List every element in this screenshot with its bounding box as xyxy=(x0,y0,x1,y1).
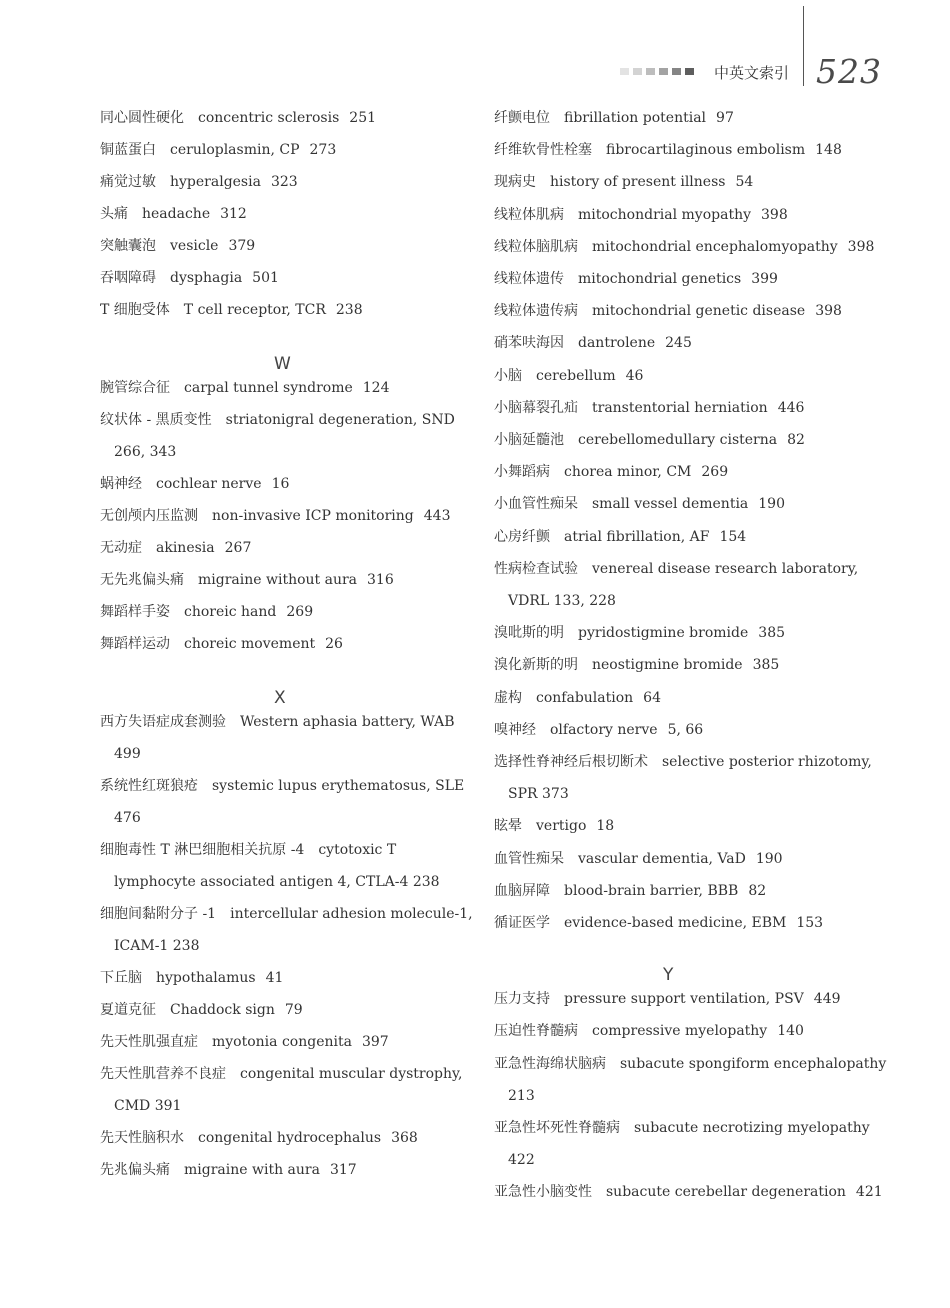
english-term: Western aphasia battery, WAB xyxy=(240,714,455,730)
english-term: congenital hydrocephalus xyxy=(198,1130,382,1146)
chinese-term: 心房纤颤 xyxy=(494,528,550,545)
chinese-term: 同心圆性硬化 xyxy=(100,110,184,126)
english-term: hyperalgesia xyxy=(170,174,261,190)
index-entry xyxy=(494,688,661,708)
english-term: blood-brain barrier, BBB xyxy=(564,882,739,899)
index-entry xyxy=(494,108,734,128)
english-term: fibrocartilaginous embolism xyxy=(606,142,806,159)
running-header xyxy=(610,52,900,94)
entry-continuation: 499 xyxy=(114,746,141,762)
english-term: confabulation xyxy=(536,689,634,706)
english-term: venereal disease research laboratory, xyxy=(592,560,859,577)
chinese-term: 小脑 xyxy=(494,367,522,384)
page-reference: 153 xyxy=(796,915,824,931)
page-reference: 398 xyxy=(815,303,842,320)
english-term: pressure support ventilation, PSV xyxy=(564,991,804,1008)
page-reference: 316 xyxy=(367,572,394,588)
index-entry xyxy=(494,989,841,1009)
english-term: T cell receptor, TCR xyxy=(183,302,326,318)
index-entry xyxy=(494,527,746,547)
chinese-term: 小脑延髓池 xyxy=(494,432,564,448)
page-reference: 124 xyxy=(362,380,390,396)
chinese-term: 现病史 xyxy=(494,174,536,191)
entry-continuation: 476 xyxy=(114,810,141,826)
english-term: hypothalamus xyxy=(156,970,256,986)
page-reference: 5, 66 xyxy=(667,721,704,738)
chinese-term: 西方失语症成套测验 xyxy=(100,714,226,730)
page-reference: 154 xyxy=(719,528,747,545)
index-entry xyxy=(494,301,842,321)
chinese-term: 亚急性坏死性脊髓病 xyxy=(494,1120,620,1136)
chinese-term: 舞蹈样手姿 xyxy=(100,604,170,620)
english-term: akinesia xyxy=(156,540,215,556)
chinese-term: 亚急性小脑变性 xyxy=(494,1184,592,1201)
chinese-term: 夏道克征 xyxy=(100,1002,156,1018)
index-entry xyxy=(100,1032,389,1052)
english-term: migraine without aura xyxy=(198,572,358,588)
chinese-term: 蜗神经 xyxy=(100,476,142,492)
index-entry xyxy=(494,172,753,192)
english-term: pyridostigmine bromide xyxy=(578,625,749,642)
english-term: history of present illness xyxy=(550,174,726,191)
page-reference: 385 xyxy=(752,657,780,674)
entry-continuation: VDRL 133, 228 xyxy=(508,593,616,609)
chinese-term: 小血管性痴呆 xyxy=(494,496,578,513)
chinese-term: 纹状体 - 黑质变性 xyxy=(100,412,212,428)
chinese-term: 线粒体脑肌病 xyxy=(494,238,578,255)
page-reference: 368 xyxy=(391,1130,418,1146)
chinese-term: 先天性肌营养不良症 xyxy=(100,1066,226,1082)
index-entry xyxy=(494,816,614,836)
chinese-term: 溴化新斯的明 xyxy=(494,657,578,674)
index-entry xyxy=(100,1128,418,1148)
chinese-term: 痛觉过敏 xyxy=(100,174,156,190)
index-entry xyxy=(494,1118,870,1138)
chinese-term: 系统性红斑狼疮 xyxy=(100,778,198,794)
chinese-term: 细胞间黏附分子 -1 xyxy=(100,906,217,922)
english-term: non-invasive ICP monitoring xyxy=(212,508,414,524)
entry-continuation: SPR 373 xyxy=(508,786,569,803)
english-term: Chaddock sign xyxy=(170,1002,275,1018)
index-entry xyxy=(494,494,785,514)
chinese-term: 溴吡斯的明 xyxy=(494,625,564,642)
index-entry xyxy=(100,1064,463,1084)
english-term: selective posterior rhizotomy, xyxy=(662,754,872,770)
chinese-term: 下丘脑 xyxy=(100,970,142,986)
index-entry xyxy=(100,506,451,526)
page-reference: 317 xyxy=(329,1162,357,1178)
index-entry xyxy=(494,140,842,160)
english-term: concentric sclerosis xyxy=(198,110,340,126)
index-entry xyxy=(494,205,788,225)
english-term: myotonia congenita xyxy=(212,1034,352,1050)
index-entry xyxy=(100,538,251,558)
english-term: compressive myelopathy xyxy=(592,1023,768,1040)
page-reference: 398 xyxy=(847,238,875,255)
page-reference: 449 xyxy=(813,991,841,1008)
english-term: choreic hand xyxy=(184,604,277,620)
chinese-term: 亚急性海绵状脑病 xyxy=(494,1055,606,1072)
chinese-term: 硝苯呋海因 xyxy=(494,335,564,352)
page-reference: 64 xyxy=(643,689,661,706)
section-title: 中英文索引 xyxy=(714,64,790,82)
english-term: mitochondrial myopathy xyxy=(578,206,751,223)
page-reference: 446 xyxy=(777,399,805,416)
page-reference: 26 xyxy=(325,636,343,652)
chinese-term: 血脑屏障 xyxy=(494,882,550,899)
page-reference: 273 xyxy=(309,142,337,158)
chinese-term: 线粒体遗传 xyxy=(494,271,564,287)
section-letter: W xyxy=(274,354,291,374)
english-term: chorea minor, CM xyxy=(564,464,692,481)
index-entry xyxy=(100,1000,303,1020)
english-term: systemic lupus erythematosus, SLE xyxy=(212,778,465,794)
english-term: cerebellomedullary cisterna xyxy=(578,432,778,448)
page-reference: 46 xyxy=(625,367,644,384)
page-reference: 238 xyxy=(335,302,363,318)
entry-continuation: lymphocyte associated antigen 4, CTLA-4 238 xyxy=(114,874,440,890)
index-entry xyxy=(494,398,804,418)
entry-continuation: ICAM-1 238 xyxy=(114,938,200,954)
index-entry xyxy=(100,140,336,160)
chinese-term: 线粒体肌病 xyxy=(494,206,564,223)
english-term: migraine with aura xyxy=(184,1162,320,1178)
chinese-term: 选择性脊神经后根切断术 xyxy=(494,754,648,770)
chinese-term: T 细胞受体 xyxy=(100,302,170,318)
english-term: congenital muscular dystrophy, xyxy=(240,1066,463,1082)
chinese-term: 无先兆偏头痛 xyxy=(100,572,184,588)
chinese-term: 先天性肌强直症 xyxy=(100,1034,198,1050)
chinese-term: 纤维软骨性栓塞 xyxy=(494,142,592,159)
chinese-term: 小舞蹈病 xyxy=(494,464,550,481)
index-entry xyxy=(100,712,455,732)
chinese-term: 嗅神经 xyxy=(494,721,536,738)
chinese-term: 血管性痴呆 xyxy=(494,850,564,867)
entry-continuation: 213 xyxy=(508,1087,535,1104)
index-entry xyxy=(100,776,464,796)
page-reference: 385 xyxy=(758,625,786,642)
index-entry xyxy=(494,752,872,772)
english-term: headache xyxy=(142,206,211,222)
page-reference: 140 xyxy=(777,1023,804,1040)
index-entry xyxy=(494,623,785,643)
index-entry xyxy=(100,634,343,654)
chinese-term: 眩晕 xyxy=(494,818,522,835)
page-reference: 312 xyxy=(220,206,247,222)
page-reference: 501 xyxy=(252,270,279,286)
page-reference: 54 xyxy=(735,174,754,191)
chinese-term: 吞咽障碍 xyxy=(100,270,156,286)
english-term: subacute cerebellar degeneration xyxy=(606,1184,846,1201)
english-term: olfactory nerve xyxy=(550,721,658,738)
chinese-term: 舞蹈样运动 xyxy=(100,636,170,652)
index-entry xyxy=(100,602,313,622)
english-term: dysphagia xyxy=(170,270,243,286)
page-reference: 269 xyxy=(701,464,729,481)
english-term: fibrillation potential xyxy=(564,110,707,126)
index-entry xyxy=(494,655,779,675)
english-term: subacute spongiform encephalopathy xyxy=(620,1055,887,1072)
index-entry xyxy=(494,720,703,740)
page-reference: 443 xyxy=(423,508,451,524)
section-letter: X xyxy=(274,688,286,708)
chinese-term: 头痛 xyxy=(100,206,128,222)
english-term: neostigmine bromide xyxy=(592,657,743,674)
english-term: mitochondrial genetics xyxy=(578,271,742,287)
index-entry xyxy=(100,410,455,430)
entry-continuation: CMD 391 xyxy=(114,1098,182,1114)
index-entry xyxy=(494,237,874,257)
index-entry xyxy=(494,462,728,482)
index-entry xyxy=(100,570,394,590)
chinese-term: 线粒体遗传病 xyxy=(494,303,578,320)
page-reference: 245 xyxy=(665,335,692,352)
english-term: vesicle xyxy=(170,238,219,254)
index-entry xyxy=(494,366,643,386)
english-term: evidence-based medicine, EBM xyxy=(564,915,787,931)
index-entry xyxy=(494,881,766,901)
english-term: cochlear nerve xyxy=(156,476,262,492)
chinese-term: 先兆偏头痛 xyxy=(100,1162,170,1178)
index-entry xyxy=(100,378,390,398)
index-entry xyxy=(494,849,783,869)
page-reference: 190 xyxy=(755,850,783,867)
chinese-term: 循证医学 xyxy=(494,915,550,931)
english-term: dantrolene xyxy=(578,335,656,352)
page-number: 523 xyxy=(816,52,882,91)
chinese-term: 压迫性脊髓病 xyxy=(494,1023,578,1040)
chinese-term: 细胞毒性 T 淋巴细胞相关抗原 -4 xyxy=(100,842,305,858)
english-term: carpal tunnel syndrome xyxy=(184,380,353,396)
english-term: small vessel dementia xyxy=(592,496,749,513)
index-entry xyxy=(494,1054,886,1074)
english-term: transtentorial herniation xyxy=(592,399,768,416)
english-term: subacute necrotizing myelopathy xyxy=(634,1120,870,1136)
index-entry xyxy=(494,1182,883,1202)
page-reference: 397 xyxy=(361,1034,389,1050)
index-entry xyxy=(494,559,858,579)
page-reference: 323 xyxy=(270,174,298,190)
page-reference: 82 xyxy=(748,882,767,899)
english-term: choreic movement xyxy=(184,636,316,652)
chinese-term: 虚构 xyxy=(494,689,522,706)
chinese-term: 性病检查试验 xyxy=(494,560,578,577)
page-reference: 421 xyxy=(855,1184,883,1201)
page-reference: 399 xyxy=(751,271,778,287)
index-entry xyxy=(494,430,805,450)
page-reference: 251 xyxy=(349,110,377,126)
chinese-term: 压力支持 xyxy=(494,991,550,1008)
chinese-term: 小脑幕裂孔疝 xyxy=(494,399,578,416)
page-reference: 398 xyxy=(761,206,788,223)
chinese-term: 铜蓝蛋白 xyxy=(100,142,156,158)
page-reference: 16 xyxy=(271,476,290,492)
entry-continuation: 266, 343 xyxy=(114,444,177,460)
index-entry xyxy=(100,840,396,860)
english-term: mitochondrial encephalomyopathy xyxy=(592,238,838,255)
english-term: intercellular adhesion molecule-1, xyxy=(230,906,473,922)
page-reference: 82 xyxy=(787,432,805,448)
page-reference: 79 xyxy=(284,1002,303,1018)
english-term: vertigo xyxy=(536,818,587,835)
english-term: vascular dementia, VaD xyxy=(578,850,746,867)
page-reference: 148 xyxy=(815,142,842,159)
chinese-term: 纤颤电位 xyxy=(494,110,550,126)
chinese-term: 无动症 xyxy=(100,540,142,556)
index-entry xyxy=(494,269,778,289)
index-entry xyxy=(100,268,279,288)
index-entry xyxy=(494,913,823,933)
index-entry xyxy=(100,300,363,320)
chinese-term: 腕管综合征 xyxy=(100,380,170,396)
english-term: cerebellum xyxy=(536,367,616,384)
index-entry xyxy=(100,474,289,494)
page-reference: 269 xyxy=(286,604,314,620)
page-reference: 267 xyxy=(224,540,252,556)
english-term: cytotoxic T xyxy=(318,842,397,858)
english-term: atrial fibrillation, AF xyxy=(564,528,710,545)
index-entry xyxy=(100,236,255,256)
index-entry xyxy=(100,904,473,924)
index-entry xyxy=(100,108,376,128)
chinese-term: 先天性脑积水 xyxy=(100,1130,184,1146)
index-entry xyxy=(100,204,247,224)
page-reference: 18 xyxy=(596,818,615,835)
index-entry xyxy=(100,968,283,988)
english-term: ceruloplasmin, CP xyxy=(170,142,300,158)
section-letter: Y xyxy=(663,965,674,986)
page-reference: 379 xyxy=(228,238,256,254)
page-reference: 41 xyxy=(265,970,284,986)
entry-continuation: 422 xyxy=(508,1152,535,1169)
english-term: striatonigral degeneration, SND xyxy=(225,412,455,428)
english-term: mitochondrial genetic disease xyxy=(592,303,806,320)
page-reference: 97 xyxy=(716,110,734,126)
index-entry xyxy=(100,172,298,192)
index-entry xyxy=(494,1021,804,1041)
chinese-term: 无创颅内压监测 xyxy=(100,508,198,524)
header-divider xyxy=(803,6,804,86)
index-entry xyxy=(100,1160,357,1180)
decorative-squares xyxy=(620,68,694,75)
index-entry xyxy=(494,333,692,353)
page-reference: 190 xyxy=(758,496,785,513)
chinese-term: 突触囊泡 xyxy=(100,238,156,254)
